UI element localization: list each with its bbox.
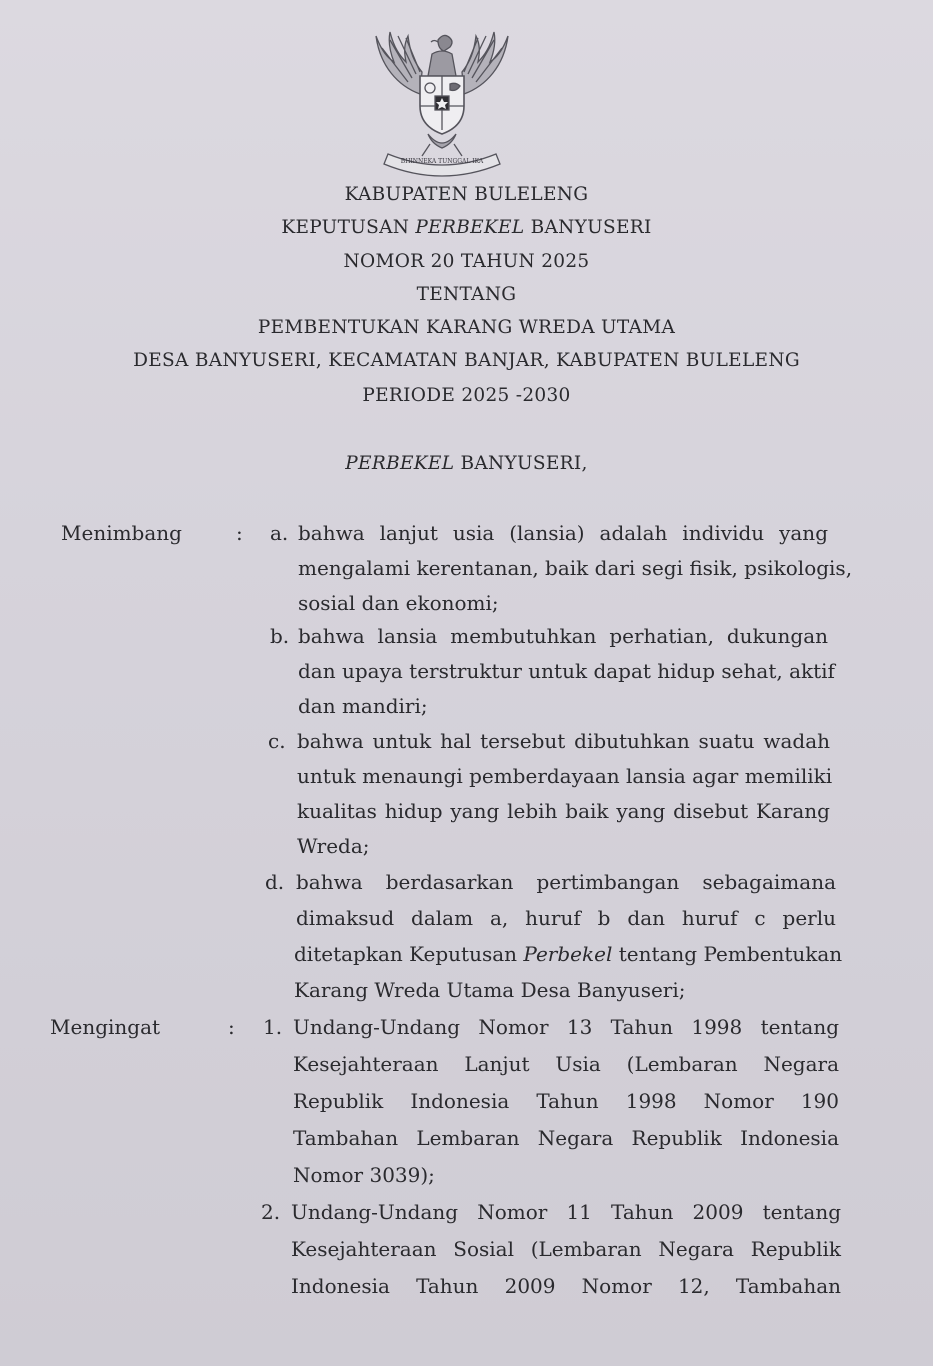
mengingat-1-line-4: Tambahan Lembaran Negara Republik Indonesia <box>293 1126 839 1150</box>
mengingat-colon: : <box>228 1015 235 1039</box>
mengingat-mark-2: 2. <box>261 1200 281 1224</box>
issuer-line: PERBEKEL BANYUSERI, <box>345 453 588 474</box>
mengingat-2-line-2: Kesejahteraan Sosial (Lembaran Negara Republik <box>291 1237 841 1261</box>
garuda-emblem-icon <box>368 26 516 178</box>
decree-period: PERIODE 2025 -2030 <box>362 385 571 406</box>
menimbang-label: Menimbang <box>61 521 182 545</box>
menimbang-mark-a: a. <box>270 521 289 545</box>
menimbang-mark-c: c. <box>268 729 286 753</box>
mengingat-1-line-1: Undang-Undang Nomor 13 Tahun 1998 tentang <box>293 1015 839 1039</box>
menimbang-b-line-2: dan upaya terstruktur untuk dapat hidup sehat, aktif <box>298 659 835 683</box>
emblem-motto: BHINNEKA TUNGGAL IKA <box>400 158 484 165</box>
decree-title: KEPUTUSAN PERBEKEL BANYUSERI <box>281 217 652 238</box>
mengingat-label: Mengingat <box>50 1015 161 1039</box>
menimbang-a-line-3: sosial dan ekonomi; <box>298 591 499 615</box>
menimbang-colon: : <box>236 521 243 545</box>
menimbang-mark-d: d. <box>265 870 285 894</box>
menimbang-c-line-4: Wreda; <box>297 834 370 858</box>
mengingat-1-line-2: Kesejahteraan Lanjut Usia (Lembaran Negara <box>293 1052 839 1076</box>
menimbang-a-line-2: mengalami kerentanan, baik dari segi fisik, psikologis, <box>298 556 853 580</box>
menimbang-a-line-1: bahwa lanjut usia (lansia) adalah individu yang <box>298 521 828 545</box>
menimbang-b-line-3: dan mandiri; <box>298 694 428 718</box>
about-heading: TENTANG <box>416 284 517 305</box>
mengingat-1-line-5: Nomor 3039); <box>293 1163 435 1187</box>
menimbang-c-line-3: kualitas hidup yang lebih baik yang disebut Karang <box>297 799 830 823</box>
decree-subject-line-1: PEMBENTUKAN KARANG WREDA UTAMA <box>257 317 676 338</box>
mengingat-mark-1: 1. <box>263 1015 283 1039</box>
mengingat-2-line-3: Indonesia Tahun 2009 Nomor 12, Tambahan <box>291 1274 841 1298</box>
menimbang-d-line-3: ditetapkan Keputusan Perbekel tentang Pembentukan <box>294 942 843 966</box>
menimbang-c-line-2: untuk menaungi pemberdayaan lansia agar memiliki <box>297 764 833 788</box>
mengingat-1-line-3: Republik Indonesia Tahun 1998 Nomor 190 <box>293 1089 839 1113</box>
menimbang-mark-b: b. <box>270 624 290 648</box>
menimbang-b-line-1: bahwa lansia membutuhkan perhatian, dukungan <box>298 624 828 648</box>
menimbang-c-line-1: bahwa untuk hal tersebut dibutuhkan suatu wadah <box>297 729 830 753</box>
menimbang-d-line-1: bahwa berdasarkan pertimbangan sebagaimana <box>296 870 836 894</box>
regency-title: KABUPATEN BULELENG <box>344 184 589 205</box>
decree-subject-line-2: DESA BANYUSERI, KECAMATAN BANJAR, KABUPATEN BULELENG <box>133 350 800 371</box>
menimbang-d-line-4: Karang Wreda Utama Desa Banyuseri; <box>294 978 686 1002</box>
decree-number: NOMOR 20 TAHUN 2025 <box>343 251 590 272</box>
menimbang-d-line-2: dimaksud dalam a, huruf b dan huruf c perlu <box>296 906 836 930</box>
mengingat-2-line-1: Undang-Undang Nomor 11 Tahun 2009 tentang <box>291 1200 841 1224</box>
